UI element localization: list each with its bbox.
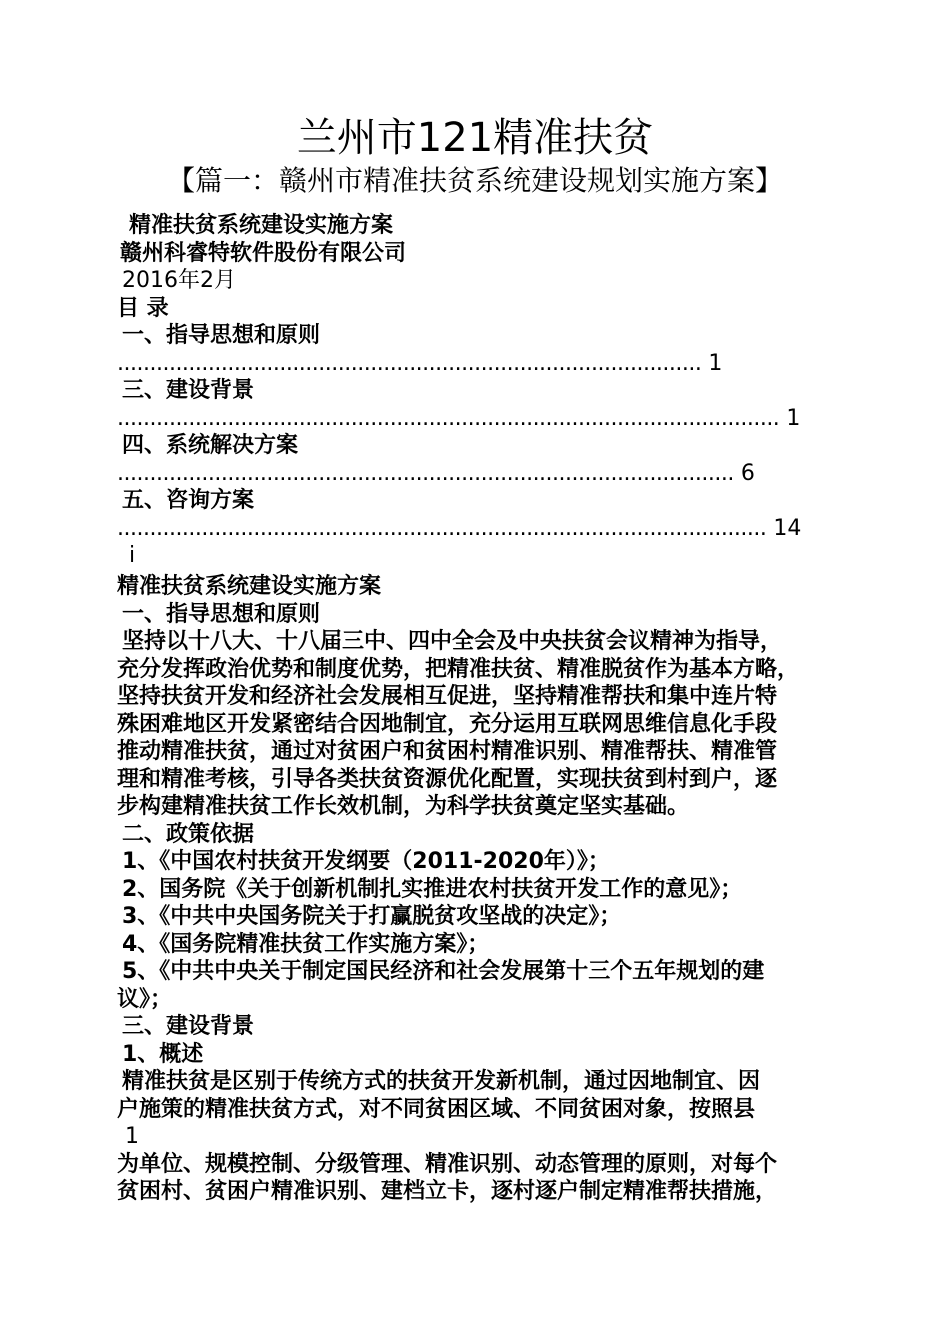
toc-item-page: 14 bbox=[773, 515, 802, 541]
paragraph-line: 推动精准扶贫，通过对贫困户和贫困村精准识别、精准帮扶、精准管 bbox=[117, 739, 778, 764]
policy-item: 2、国务院《关于创新机制扎实推进农村扶贫开发工作的意见》； bbox=[122, 876, 743, 902]
front-matter bbox=[117, 212, 837, 570]
policy-item: 3、《中共中央国务院关于打赢脱贫攻坚战的决定》； bbox=[122, 904, 622, 929]
roman-page-number: i bbox=[129, 543, 136, 568]
toc-heading: 目 录 bbox=[117, 295, 169, 321]
toc-item-label[interactable]: 一、指导思想和原则 bbox=[122, 323, 321, 348]
paragraph-line: 精准扶贫是区别于传统方式的扶贫开发新机制，通过因地制宜、因 bbox=[122, 1069, 761, 1094]
body-doc-title: 精准扶贫系统建设实施方案 bbox=[117, 574, 382, 599]
toc-item-label[interactable]: 三、建设背景 bbox=[122, 378, 255, 403]
page-number: 1 bbox=[125, 1124, 139, 1149]
subsection-heading: 1、概述 bbox=[122, 1041, 204, 1067]
paragraph-line: 充分发挥政治优势和制度优势，把精准扶贫、精准脱贫作为基本方略， bbox=[117, 656, 800, 682]
policy-item: 4、《国务院精准扶贫工作实施方案》； bbox=[122, 931, 490, 957]
paragraph-line: 殊困难地区开发紧密结合因地制宜，充分运用互联网思维信息化手段 bbox=[117, 711, 778, 737]
document-body bbox=[117, 573, 837, 1206]
toc-item-page: 1 bbox=[786, 405, 801, 431]
paragraph-line: 户施策的精准扶贫方式，对不同贫困区域、不同贫困对象，按照县 bbox=[117, 1096, 756, 1122]
paragraph-line: 贫困村、贫困户精准识别、建档立卡，逐村逐户制定精准帮扶措施， bbox=[117, 1179, 778, 1204]
toc-item-leader: .......................................................................................... 1 bbox=[117, 350, 723, 376]
paragraph-line: 坚持以十八大、十八届三中、四中全会及中央扶贫会议精神为指导， bbox=[122, 629, 783, 654]
toc-item-leader: .................................................................................................... 14 bbox=[117, 515, 802, 541]
paragraph-line: 理和精准考核，引导各类扶贫资源优化配置，实现扶贫到村到户，逐 bbox=[117, 766, 778, 792]
paragraph-line: 坚持扶贫开发和经济社会发展相互促进，坚持精准帮扶和集中连片特 bbox=[117, 684, 778, 709]
page-subtitle: 【篇一：赣州市精准扶贫系统建设规划实施方案】 bbox=[166, 164, 783, 197]
toc-item-leader: ............................................................................................... 6 bbox=[117, 460, 755, 486]
paragraph-line: 为单位、规模控制、分级管理、精准识别、动态管理的原则，对每个 bbox=[117, 1151, 778, 1177]
policy-item: 5、《中共中央关于制定国民经济和社会发展第十三个五年规划的建 bbox=[122, 959, 765, 984]
section-heading: 一、指导思想和原则 bbox=[122, 601, 321, 627]
page-title: 兰州市121精准扶贫 bbox=[296, 115, 654, 161]
document-date: 2016年2月 bbox=[122, 268, 236, 293]
toc-item-label[interactable]: 五、咨询方案 bbox=[122, 488, 255, 513]
company-name: 赣州科睿特软件股份有限公司 bbox=[120, 240, 407, 266]
toc-item-label[interactable]: 四、系统解决方案 bbox=[122, 433, 299, 458]
paragraph-line: 步构建精准扶贫工作长效机制，为科学扶贫奠定坚实基础。 bbox=[117, 794, 690, 819]
policy-item: 1、《中国农村扶贫开发纲要（2011-2020年）》； bbox=[122, 849, 610, 874]
section-heading: 三、建设背景 bbox=[122, 1014, 255, 1039]
policy-item-continuation: 议》； bbox=[117, 986, 173, 1012]
section-heading: 二、政策依据 bbox=[122, 821, 255, 847]
front-doc-title: 精准扶贫系统建设实施方案 bbox=[129, 213, 394, 238]
toc-item-page: 6 bbox=[740, 460, 755, 486]
toc-item-leader: ...................................................................................................... 1 bbox=[117, 405, 801, 431]
toc-item-page: 1 bbox=[708, 350, 723, 376]
